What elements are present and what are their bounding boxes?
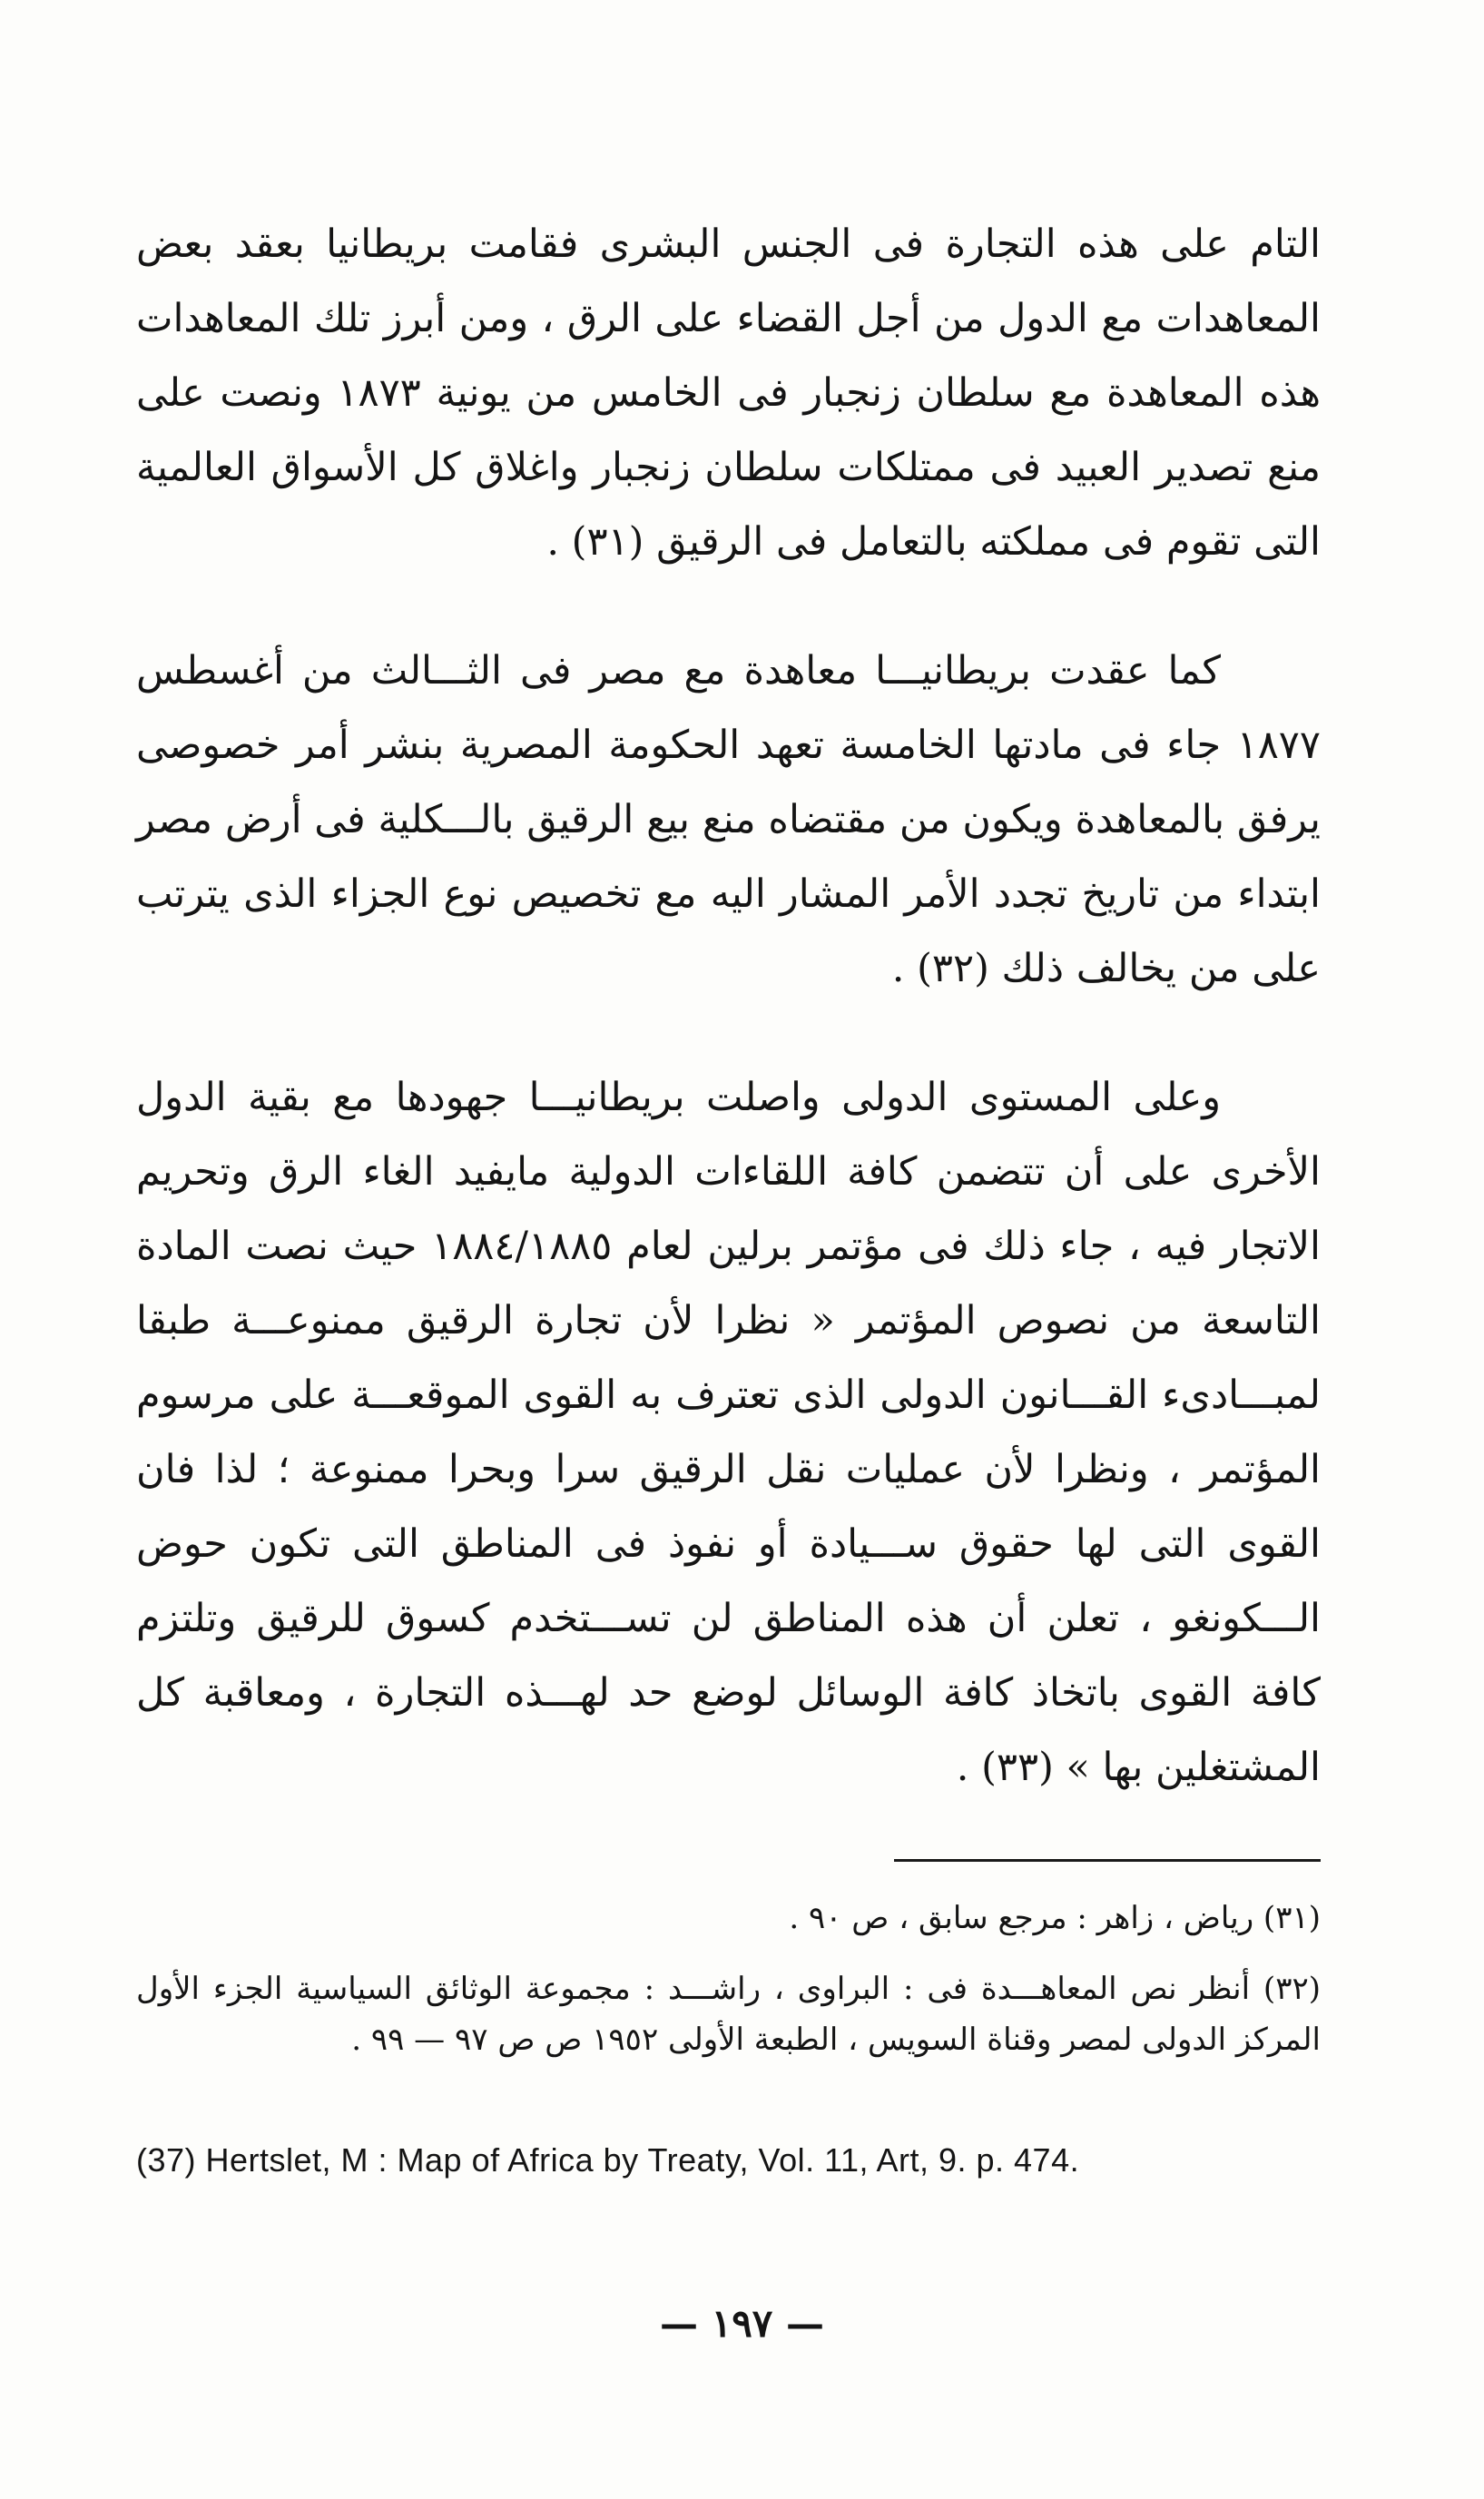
paragraph-treaty-egypt: كما عقدت بريطانيـــا معاهدة مع مصر فى الثـــالث من أغسطس ١٨٧٧ جاء فى مادتها الخامسة تعهد الحكومة المصرية بنشر أمر خصوصى يرفق بالمعاهدة ويكون من مقتضاه منع بيع الرقيق بالـــكلية فى أرض مصر ابتداء من تاريخ تجدد الأمر المشار اليه مع تخصيص نوع الجزاء الذى يترتب على من يخالف ذلك (٣٢) . — [136, 648, 1321, 991]
footnote-divider — [894, 1859, 1321, 1862]
paragraph-berlin-conference: وعلى المستوى الدولى واصلت بريطانيـــا جهودها مع بقية الدول الأخرى على أن تتضمن كافة اللقاءات الدولية مايفيد الغاء الرق وتحريم الاتجار فيه ، جاء ذلك فى مؤتمر برلين لعام ١٨٨٤/١٨٨٥ حيث نصت المادة التاسعة من نصوص المؤتمر « نظرا لأن تجارة الرقيق ممنوعـــة طبقا لمبـــادىء القـــانون الدولى الذى تعترف به القوى الموقعـــة على مرسوم المؤتمر ، ونظرا لأن عمليات نقل الرقيق سرا وبحرا ممنوعة ؛ لذا فان القوى التى لها حقوق ســـيادة أو نفوذ فى المناطق التى تكون حوض الـــكونغو ، تعلن أن هذه المناطق لن تســـتخدم كسوق للرقيق وتلتزم كافة القوى باتخاذ كافة الوسائل لوضع حد لهـــذه التجارة ، ومعاقبة كل المشتغلين بها » (٣٣) . — [136, 1075, 1322, 1790]
footnote-31: (٣١) رياض ، زاهر : مرجع سابق ، ص ٩٠ . — [789, 1900, 1321, 1936]
page-number: — ١٩٧ — — [660, 2301, 824, 2346]
footnote-37: (37) Hertslet, M : Map of Africa by Treaty, Vol. 11, Art, 9. p. 474. — [136, 2141, 1080, 2179]
paragraph-treaty-zanzibar: التام على هذه التجارة فى الجنس البشرى فقامت بريطانيا بعقد بعض المعاهدات مع الدول من أجل القضاء على الرق ، ومن أبرز تلك المعاهدات هذه المعاهدة مع سلطان زنجبار فى الخامس من يونية ١٨٧٣ ونصت على منع تصدير العبيد فى ممتلكات سلطان زنجبار واغلاق كل الأسواق العالمية التى تقوم فى مملكته بالتعامل فى الرقيق (٣١) . — [136, 221, 1321, 565]
footnotes — [136, 1893, 1321, 2085]
footnote-32: (٣٢) أنظر نص المعاهـــدة فى : البراوى ، راشـــد : مجموعة الوثائق السياسية الجزء الأول المركز الدولى لمصر وقناة السويس ، الطبعة الأولى ١٩٥٢ ص ص ٩٧ — ٩٩ . — [136, 1971, 1321, 2058]
main-text — [136, 207, 1321, 1805]
